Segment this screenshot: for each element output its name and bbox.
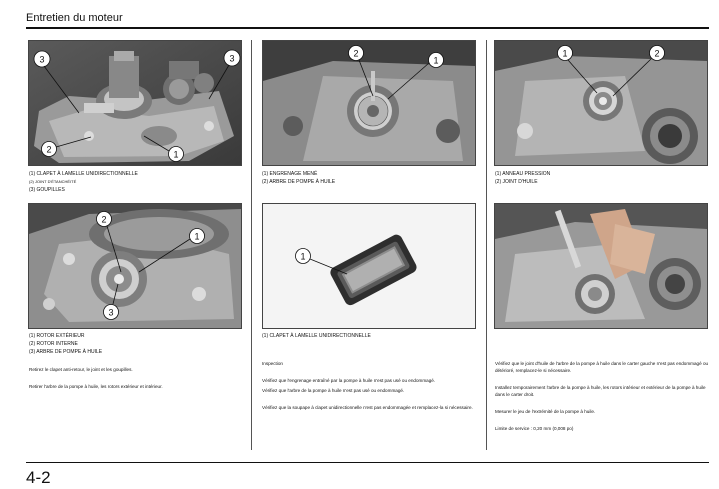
callout: 3 (108, 307, 114, 318)
page-number: 4-2 (26, 468, 51, 487)
callout: 2 (46, 144, 52, 155)
callout: 3 (229, 53, 235, 64)
inspection-text: Inspection Vérifiez que l'engrenage entraîné par la pompe à huile n'est pas usé ou endommagé. Vérifiez que l'arbre de la pompe à huile n'est pas usé ou endommagé. Vérifiez que la soupape à clapet unidirectionnelle n'est pas endommagée et remplacez-la si nécessaire. (262, 361, 473, 410)
header-rule (26, 27, 709, 29)
figure-caption: (1) CLAPET À LAMELLE UNIDIRECTIONNELLE (262, 333, 371, 339)
measurement-text: Vérifiez que le joint d'huile de l'arbre de la pompe à huile dans le carter gauche n'est pas endommagé ou détérioré, remplacez-le si nécessaire. Installez temporairement l'arbre de la pompe à huile, les rotors intérieur et extérieur de la pompe à huile dans le carter droit. Mesurer le jeu de l'extrémité de la pompe à huile. Limite de service : 0,20 mm (0,008 po) (495, 361, 709, 431)
column-divider (251, 40, 252, 450)
column-divider (486, 40, 487, 450)
callout: 3 (39, 54, 45, 65)
callout: 1 (173, 149, 179, 160)
callout: 2 (654, 48, 660, 59)
end-clearance-photo (494, 203, 708, 329)
crankcase-photo (28, 40, 242, 166)
callout: 2 (101, 214, 107, 225)
callout: 2 (353, 48, 359, 59)
callout: 1 (300, 251, 306, 262)
callout: 1 (433, 55, 439, 66)
callout: 1 (562, 48, 568, 59)
callout: 1 (194, 231, 200, 242)
figure-caption: (1) ENGRENAGE MENÉ (2) ARBRE DE POMPE À HUILE (262, 171, 336, 185)
figure-caption: (1) ROTOR EXTÉRIEUR (2) ROTOR INTERNE (3) ARBRE DE POMPE À HUILE (29, 333, 103, 355)
footer-rule (26, 462, 709, 463)
procedure-text: Retirez le clapet anti-retour, le joint et les goupilles. Retirer l'arbre de la pompe à huile, les rotors extérieur et intérieur. (29, 367, 163, 389)
oil-seal-photo (494, 40, 708, 166)
driven-gear-photo (262, 40, 476, 166)
page-title: Entretien du moteur (26, 12, 123, 24)
reed-valve-photo (262, 203, 476, 329)
oil-pump-rotors-photo (28, 203, 242, 329)
figure-caption: (1) ANNEAU PRESSION (2) JOINT D'HUILE (495, 171, 551, 185)
figure-caption: (1) CLAPET À LAMELLE UNIDIRECTIONNELLE (2) JOINT D'ÉTANCHÉITÉ (3) GOUPILLES (29, 171, 138, 193)
